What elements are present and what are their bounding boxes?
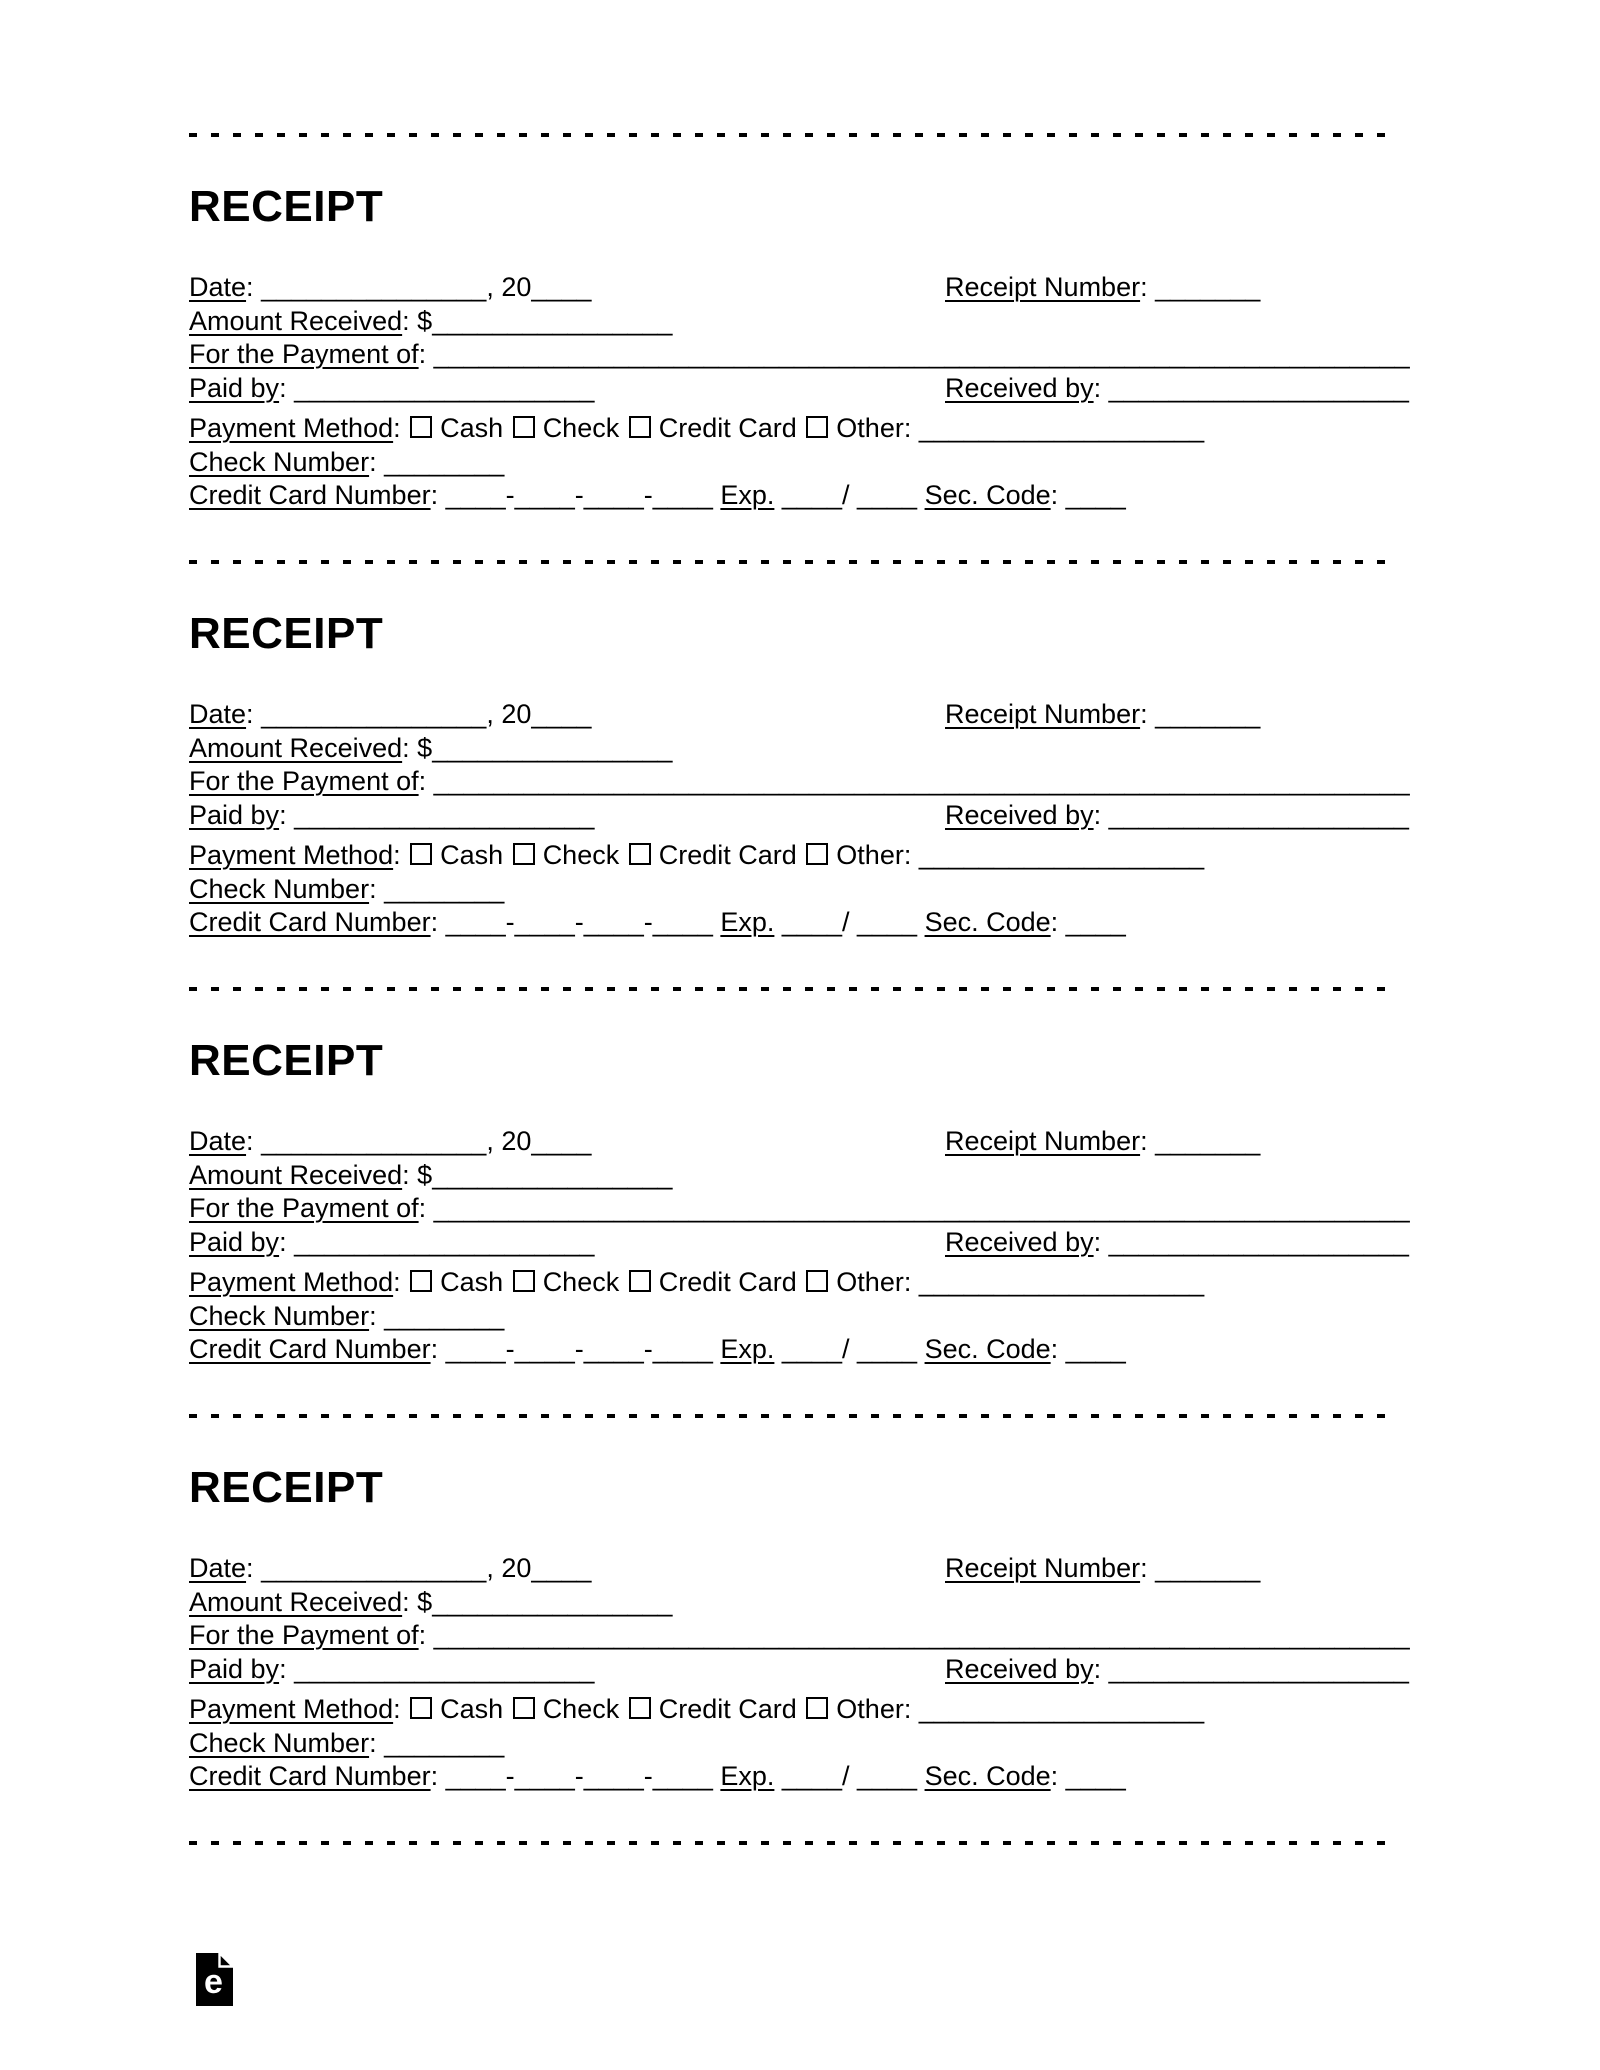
other-option-label: Other — [836, 1267, 904, 1297]
date-label: Date — [189, 1126, 247, 1156]
year-prefix: , 20 — [486, 272, 532, 302]
date-blank-line: _______________ — [261, 1126, 487, 1156]
received-by-field — [945, 1226, 1409, 1260]
credit-card-row — [189, 906, 1413, 940]
payment-for-blank-line: _________________________________________________________________ — [433, 766, 1410, 796]
payment-method-row — [189, 839, 1413, 873]
check-number-blank-line: ________ — [384, 1727, 505, 1758]
credit-card-number-blank-line: ____-____-____-____ — [445, 907, 713, 937]
amount-blank-line: ________________ — [432, 1586, 673, 1617]
colon: : — [393, 1694, 401, 1724]
check-number-row — [189, 1300, 1413, 1334]
amount-received-label: Amount Received — [189, 1159, 403, 1190]
credit-card-row — [189, 479, 1413, 513]
colon: : — [418, 339, 427, 369]
date-blank-line: _______________ — [261, 272, 487, 302]
expiration-label: Exp. — [720, 1334, 775, 1364]
payment-method-label: Payment Method — [189, 1694, 394, 1724]
colon: : — [903, 413, 912, 443]
colon: : — [393, 840, 401, 870]
other-option-label: Other — [836, 840, 904, 870]
colon: : — [418, 1620, 427, 1650]
currency-symbol: $ — [417, 305, 433, 336]
receipt-block — [189, 987, 1413, 1414]
payment-for-blank-line: _________________________________________________________________ — [433, 1620, 1410, 1650]
payment-for-row — [189, 1619, 1413, 1653]
colon: : — [369, 446, 377, 477]
receipt-block — [189, 560, 1413, 987]
cash-option-label: Cash — [440, 840, 504, 870]
colon: : — [1050, 480, 1059, 510]
check-number-label: Check Number — [189, 1727, 370, 1758]
date-blank-line: _______________ — [261, 1553, 487, 1583]
currency-symbol: $ — [417, 1586, 433, 1617]
payment-method-row — [189, 1266, 1413, 1300]
check-number-label: Check Number — [189, 873, 370, 904]
year-prefix: , 20 — [486, 699, 532, 729]
security-code-blank-line: ____ — [1065, 907, 1126, 937]
check-option-label: Check — [542, 1694, 620, 1724]
receipt-number-label: Receipt Number — [945, 1126, 1141, 1156]
colon: : — [246, 272, 254, 302]
receipt-number-label: Receipt Number — [945, 272, 1141, 302]
credit-card-checkbox-icon — [629, 843, 651, 865]
received-by-field — [945, 1653, 1409, 1687]
paid-by-row — [189, 799, 1413, 833]
eforms-document-logo — [196, 1953, 233, 2006]
credit-card-option-label: Credit Card — [658, 1267, 797, 1297]
check-checkbox-icon — [513, 843, 535, 865]
colon: : — [1093, 1653, 1102, 1684]
received-by-label: Received by — [945, 799, 1094, 830]
date-field — [189, 698, 945, 732]
paid-by-field — [189, 372, 945, 406]
check-number-label: Check Number — [189, 446, 370, 477]
separator-dashed-line — [189, 133, 1394, 137]
payment-method-label: Payment Method — [189, 840, 394, 870]
credit-card-number-label: Credit Card Number — [189, 1334, 431, 1364]
payment-for-label: For the Payment of — [189, 766, 419, 796]
security-code-blank-line: ____ — [1065, 1761, 1126, 1791]
receipt-number-field — [945, 698, 1260, 732]
receipt-number-field — [945, 1125, 1260, 1159]
colon: : — [279, 1653, 287, 1684]
date-label: Date — [189, 699, 247, 729]
colon: : — [903, 1267, 912, 1297]
separator-dashed-line — [189, 987, 1394, 991]
other-blank-line: ___________________ — [918, 1267, 1205, 1297]
check-checkbox-icon — [513, 416, 535, 438]
payment-for-label: For the Payment of — [189, 1193, 419, 1223]
other-blank-line: ___________________ — [918, 413, 1205, 443]
amount-blank-line: ________________ — [432, 305, 673, 336]
credit-card-number-label: Credit Card Number — [189, 907, 431, 937]
check-number-blank-line: ________ — [384, 446, 505, 477]
year-prefix: , 20 — [486, 1553, 532, 1583]
receipt-number-blank-line: _______ — [1155, 1126, 1261, 1156]
received-by-blank-line: ____________________ — [1108, 372, 1409, 403]
receipt-fields — [189, 1125, 1413, 1367]
credit-card-number-blank-line: ____-____-____-____ — [445, 1334, 713, 1364]
security-code-label: Sec. Code — [924, 1334, 1051, 1364]
received-by-label: Received by — [945, 1653, 1094, 1684]
date-label: Date — [189, 1553, 247, 1583]
credit-card-number-label: Credit Card Number — [189, 480, 431, 510]
colon: : — [418, 766, 427, 796]
amount-blank-line: ________________ — [432, 732, 673, 763]
year-blank-line: ____ — [531, 1553, 592, 1583]
credit-card-number-blank-line: ____-____-____-____ — [445, 480, 713, 510]
colon: : — [402, 1586, 410, 1617]
other-checkbox-icon — [806, 1270, 828, 1292]
payment-for-row — [189, 765, 1413, 799]
payment-for-label: For the Payment of — [189, 339, 419, 369]
receipt-title: RECEIPT — [189, 609, 384, 658]
colon: : — [1093, 1226, 1102, 1257]
received-by-label: Received by — [945, 1226, 1094, 1257]
other-option-label: Other — [836, 1694, 904, 1724]
colon: : — [369, 1727, 377, 1758]
security-code-label: Sec. Code — [924, 1761, 1051, 1791]
separator-dashed-line — [189, 560, 1394, 564]
received-by-blank-line: ____________________ — [1108, 1226, 1409, 1257]
payment-method-row — [189, 1693, 1413, 1727]
colon: : — [418, 1193, 427, 1223]
colon: : — [1140, 699, 1148, 729]
paid-by-field — [189, 799, 945, 833]
colon: : — [402, 732, 410, 763]
date-field — [189, 1552, 945, 1586]
received-by-field — [945, 799, 1409, 833]
security-code-label: Sec. Code — [924, 907, 1051, 937]
amount-received-row — [189, 1586, 1413, 1620]
credit-card-checkbox-icon — [629, 416, 651, 438]
year-blank-line: ____ — [531, 1126, 592, 1156]
credit-card-checkbox-icon — [629, 1697, 651, 1719]
colon: : — [369, 873, 377, 904]
colon: : — [1050, 1761, 1059, 1791]
received-by-field — [945, 372, 1409, 406]
paid-by-row — [189, 1226, 1413, 1260]
date-field — [189, 1125, 945, 1159]
amount-received-label: Amount Received — [189, 732, 403, 763]
receipt-title: RECEIPT — [189, 1036, 384, 1085]
other-checkbox-icon — [806, 1697, 828, 1719]
year-prefix: , 20 — [486, 1126, 532, 1156]
colon: : — [369, 1300, 377, 1331]
receipt-number-label: Receipt Number — [945, 699, 1141, 729]
colon: : — [402, 305, 410, 336]
paid-by-field — [189, 1653, 945, 1687]
colon: : — [1093, 372, 1102, 403]
expiration-blank-line: ____/ ____ — [781, 1334, 918, 1364]
receipt-number-blank-line: _______ — [1155, 272, 1261, 302]
security-code-blank-line: ____ — [1065, 480, 1126, 510]
date-label: Date — [189, 272, 247, 302]
check-number-blank-line: ________ — [384, 873, 505, 904]
other-blank-line: ___________________ — [918, 840, 1205, 870]
receipt-number-field — [945, 1552, 1260, 1586]
colon: : — [903, 1694, 912, 1724]
expiration-label: Exp. — [720, 480, 775, 510]
check-number-blank-line: ________ — [384, 1300, 505, 1331]
payment-for-row — [189, 338, 1413, 372]
payment-method-row — [189, 412, 1413, 446]
other-checkbox-icon — [806, 416, 828, 438]
security-code-label: Sec. Code — [924, 480, 1051, 510]
paid-by-blank-line: ____________________ — [294, 1653, 595, 1684]
other-checkbox-icon — [806, 843, 828, 865]
expiration-blank-line: ____/ ____ — [781, 480, 918, 510]
other-blank-line: ___________________ — [918, 1694, 1205, 1724]
receipt-block — [189, 1414, 1413, 1841]
received-by-blank-line: ____________________ — [1108, 799, 1409, 830]
payment-for-label: For the Payment of — [189, 1620, 419, 1650]
currency-symbol: $ — [417, 1159, 433, 1190]
colon: : — [402, 1159, 410, 1190]
colon: : — [1140, 1126, 1148, 1156]
receipt-number-blank-line: _______ — [1155, 699, 1261, 729]
paid-by-row — [189, 372, 1413, 406]
colon: : — [903, 840, 912, 870]
date-field — [189, 271, 945, 305]
amount-received-row — [189, 305, 1413, 339]
colon: : — [393, 413, 401, 443]
check-number-label: Check Number — [189, 1300, 370, 1331]
paid-by-label: Paid by — [189, 1226, 280, 1257]
cash-checkbox-icon — [410, 1270, 432, 1292]
colon: : — [430, 480, 439, 510]
colon: : — [246, 1553, 254, 1583]
credit-card-checkbox-icon — [629, 1270, 651, 1292]
year-blank-line: ____ — [531, 699, 592, 729]
receipt-number-blank-line: _______ — [1155, 1553, 1261, 1583]
paid-by-blank-line: ____________________ — [294, 799, 595, 830]
check-number-row — [189, 1727, 1413, 1761]
paid-by-label: Paid by — [189, 799, 280, 830]
colon: : — [1140, 1553, 1148, 1583]
expiration-blank-line: ____/ ____ — [781, 1761, 918, 1791]
paid-by-field — [189, 1226, 945, 1260]
receipt-title: RECEIPT — [189, 182, 384, 231]
document-icon — [196, 1953, 233, 2006]
credit-card-row — [189, 1760, 1413, 1794]
check-checkbox-icon — [513, 1697, 535, 1719]
colon: : — [246, 699, 254, 729]
payment-for-row — [189, 1192, 1413, 1226]
check-number-row — [189, 446, 1413, 480]
colon: : — [1050, 907, 1059, 937]
expiration-label: Exp. — [720, 907, 775, 937]
colon: : — [279, 372, 287, 403]
check-option-label: Check — [542, 840, 620, 870]
received-by-label: Received by — [945, 372, 1094, 403]
credit-card-row — [189, 1333, 1413, 1367]
credit-card-option-label: Credit Card — [658, 1694, 797, 1724]
receipt-title: RECEIPT — [189, 1463, 384, 1512]
receipt-fields — [189, 271, 1413, 513]
received-by-blank-line: ____________________ — [1108, 1653, 1409, 1684]
colon: : — [246, 1126, 254, 1156]
check-number-row — [189, 873, 1413, 907]
colon: : — [1050, 1334, 1059, 1364]
credit-card-option-label: Credit Card — [658, 840, 797, 870]
amount-received-label: Amount Received — [189, 305, 403, 336]
colon: : — [1093, 799, 1102, 830]
cash-option-label: Cash — [440, 413, 504, 443]
colon: : — [279, 799, 287, 830]
colon: : — [430, 1761, 439, 1791]
receipt-block — [189, 133, 1413, 560]
credit-card-option-label: Credit Card — [658, 413, 797, 443]
payment-for-blank-line: _________________________________________________________________ — [433, 339, 1410, 369]
cash-checkbox-icon — [410, 416, 432, 438]
amount-received-row — [189, 732, 1413, 766]
payment-method-label: Payment Method — [189, 413, 394, 443]
cash-option-label: Cash — [440, 1267, 504, 1297]
cash-option-label: Cash — [440, 1694, 504, 1724]
colon: : — [1140, 272, 1148, 302]
amount-blank-line: ________________ — [432, 1159, 673, 1190]
check-option-label: Check — [542, 1267, 620, 1297]
date-row — [189, 698, 1413, 732]
date-row — [189, 1125, 1413, 1159]
paid-by-blank-line: ____________________ — [294, 1226, 595, 1257]
colon: : — [279, 1226, 287, 1257]
paid-by-blank-line: ____________________ — [294, 372, 595, 403]
date-blank-line: _______________ — [261, 699, 487, 729]
colon: : — [430, 1334, 439, 1364]
colon: : — [393, 1267, 401, 1297]
check-option-label: Check — [542, 413, 620, 443]
paid-by-label: Paid by — [189, 372, 280, 403]
separator-dashed-line — [189, 1414, 1394, 1418]
expiration-blank-line: ____/ ____ — [781, 907, 918, 937]
paid-by-row — [189, 1653, 1413, 1687]
security-code-blank-line: ____ — [1065, 1334, 1126, 1364]
amount-received-row — [189, 1159, 1413, 1193]
receipt-fields — [189, 698, 1413, 940]
receipt-fields — [189, 1552, 1413, 1794]
credit-card-number-blank-line: ____-____-____-____ — [445, 1761, 713, 1791]
payment-for-blank-line: _________________________________________________________________ — [433, 1193, 1410, 1223]
check-checkbox-icon — [513, 1270, 535, 1292]
paid-by-label: Paid by — [189, 1653, 280, 1684]
receipt-number-label: Receipt Number — [945, 1553, 1141, 1583]
amount-received-label: Amount Received — [189, 1586, 403, 1617]
receipt-number-field — [945, 271, 1260, 305]
date-row — [189, 1552, 1413, 1586]
colon: : — [430, 907, 439, 937]
expiration-label: Exp. — [720, 1761, 775, 1791]
cash-checkbox-icon — [410, 843, 432, 865]
currency-symbol: $ — [417, 732, 433, 763]
page-content — [189, 0, 1413, 2070]
payment-method-label: Payment Method — [189, 1267, 394, 1297]
separator-dashed-line — [189, 1841, 1394, 1845]
other-option-label: Other — [836, 413, 904, 443]
date-row — [189, 271, 1413, 305]
logo-letter: e — [204, 1963, 223, 2001]
credit-card-number-label: Credit Card Number — [189, 1761, 431, 1791]
year-blank-line: ____ — [531, 272, 592, 302]
cash-checkbox-icon — [410, 1697, 432, 1719]
